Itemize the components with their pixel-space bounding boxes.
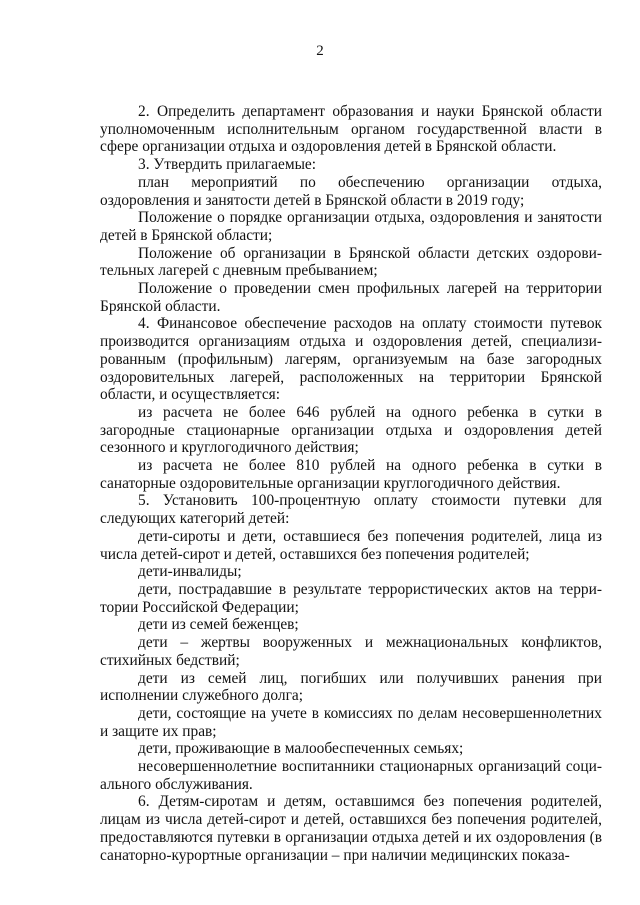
list-item-rate-810: из расчета не более 810 рублей на одного ребенка в сутки в санаторные оздоровительные организации круглогодичного действия. [100, 457, 602, 492]
document-body [100, 103, 602, 864]
list-item-social-care-wards: несовершеннолетние воспитанники стационарных организаций социального обслуживания. [100, 758, 602, 793]
list-item-refugees: дети из семей беженцев; [138, 616, 299, 634]
list-item-regulation-day-camps: Положение об организации в Брянской области детских оздоровительных лагерей с дневным пребыванием; [100, 244, 602, 280]
list-item-orphans: дети-сироты и дети, оставшиеся без попечения родителей, лица из числа детей-сирот и детей, оставшихся без попечения родителей; [100, 527, 602, 563]
list-item-disabled: дети-инвалиды; [138, 563, 242, 581]
paragraph-5-full-payment: 5. Установить 100-процентную оплату стоимости путевки для следующих категорий детей: [100, 492, 602, 528]
list-item-plan: план мероприятий по обеспечению организации отдыха, оздоровления и занятости детей в Брянской области в 2019 году; [100, 173, 602, 209]
paragraph-4-financing: 4. Финансовое обеспечение расходов на оплату стоимости путевок производится организациям отдыха и оздоровления детей, специализированным (профильным) лагерям, организуемым на базе загородных оздоровительных лагерей, расположенных на территории Брянской области, и осуществляется: [100, 315, 602, 404]
list-item-rate-646: из расчета не более 646 рублей на одного ребенка в сутки в загородные стационарные организации отдыха и оздоровления детей сезонного и круглогодичного действия; [100, 403, 602, 457]
list-item-duty-families: дети из семей лиц, погибших или получивших ранения при исполнении служебного долга; [100, 669, 602, 705]
list-item-regulation-order: Положение о порядке организации отдыха, оздоровления и занятости детей в Брянской области; [100, 209, 602, 244]
list-item-terrorism-victims: дети, пострадавшие в результате террористических актов на территории Российской Федерации; [100, 580, 602, 616]
list-item-regulation-profile-camps: Положение о проведении смен профильных лагерей на территории Брянской области. [100, 280, 602, 315]
list-item-conflict-victims: дети – жертвы вооруженных и межнациональных конфликтов, стихийных бедствий; [100, 634, 602, 669]
list-item-low-income: дети, проживающие в малообеспеченных семьях; [138, 740, 464, 758]
page-number: 2 [316, 43, 324, 59]
paragraph-6-orphans-vouchers: 6. Детям-сиротам и детям, оставшимся без попечения родителей, лицам из числа детей-сирот и детей, оставшихся без попечения родителей, предоставляются путевки в организации отдыха детей и их оздоровления (в санаторно-курортные организации – при наличии медицинских показа- [100, 793, 602, 864]
paragraph-2-department: 2. Определить департамент образования и науки Брянской области уполномоченным исполнительным органом государственной власти в сфере организации отдыха и оздоровления детей в Брянской области. [100, 103, 602, 156]
paragraph-3-approve: 3. Утвердить прилагаемые: [138, 156, 317, 174]
list-item-registered-minors: дети, состоящие на учете в комиссиях по делам несовершеннолетних и защите их прав; [100, 704, 602, 740]
